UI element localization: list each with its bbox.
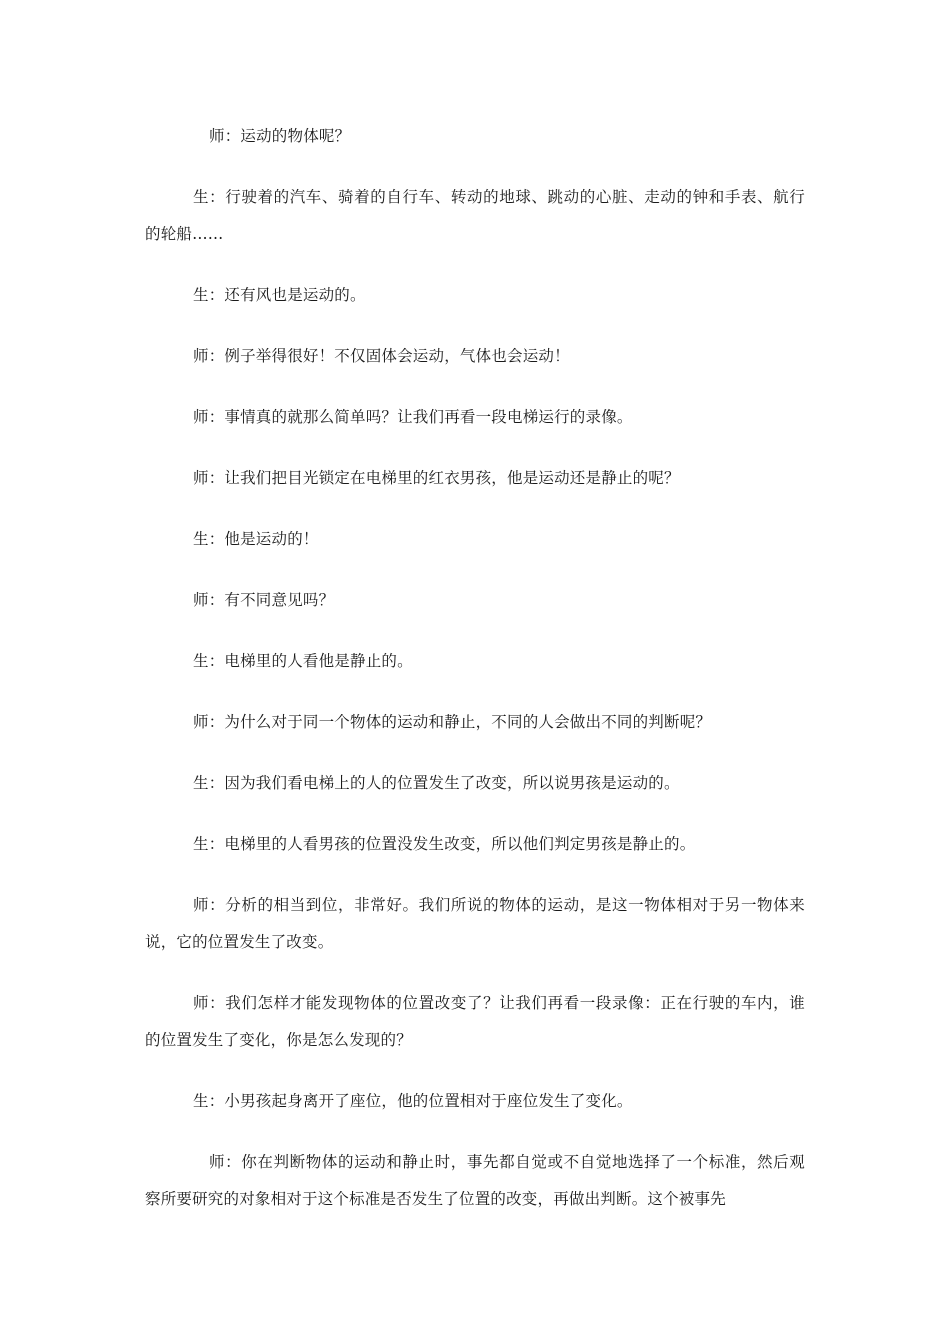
- paragraph-12: 生：电梯里的人看男孩的位置没发生改变，所以他们判定男孩是静止的。: [193, 835, 696, 853]
- paragraph-3: 生：还有风也是运动的。: [193, 286, 366, 304]
- paragraph-4: 师：例子举得很好！不仅固体会运动，气体也会运动！: [193, 347, 570, 365]
- paragraph-9: 生：电梯里的人看他是静止的。: [193, 652, 413, 670]
- document-body: [145, 118, 805, 1242]
- paragraph-10: 师：为什么对于同一个物体的运动和静止，不同的人会做出不同的判断呢？: [193, 713, 712, 731]
- paragraph-16: 师：你在判断物体的运动和静止时，事先都自觉或不自觉地选择了一个标准，然后观察所要研究的对象相对于这个标准是否发生了位置的改变，再做出判断。这个被事先: [145, 1153, 805, 1208]
- paragraph-15: 生：小男孩起身离开了座位，他的位置相对于座位发生了变化。: [193, 1092, 633, 1110]
- paragraph-7: 生：他是运动的！: [193, 530, 319, 548]
- paragraph-14: 师：我们怎样才能发现物体的位置改变了？让我们再看一段录像：正在行驶的车内，谁的位置发生了变化，你是怎么发现的？: [145, 994, 805, 1049]
- paragraph-1: 师：运动的物体呢？: [209, 127, 351, 145]
- paragraph-6: 师：让我们把目光锁定在电梯里的红衣男孩，他是运动还是静止的呢？: [193, 469, 680, 487]
- paragraph-11: 生：因为我们看电梯上的人的位置发生了改变，所以说男孩是运动的。: [193, 774, 680, 792]
- paragraph-2: 生：行驶着的汽车、骑着的自行车、转动的地球、跳动的心脏、走动的钟和手表、航行的轮船……: [145, 188, 805, 243]
- paragraph-5: 师：事情真的就那么简单吗？让我们再看一段电梯运行的录像。: [193, 408, 633, 426]
- paragraph-8: 师：有不同意见吗？: [193, 591, 335, 609]
- paragraph-13: 师：分析的相当到位，非常好。我们所说的物体的运动，是这一物体相对于另一物体来说，它的位置发生了改变。: [145, 896, 805, 951]
